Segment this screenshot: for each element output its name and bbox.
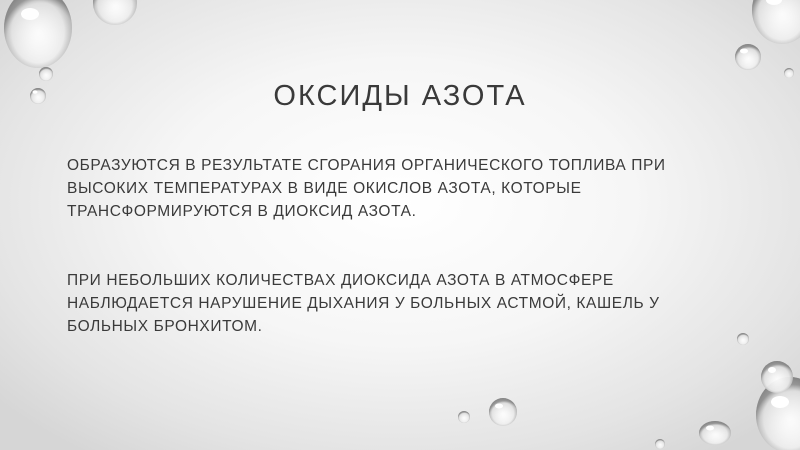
droplet [737, 333, 749, 345]
droplet [784, 68, 794, 78]
droplet [4, 0, 72, 68]
droplet [761, 361, 793, 393]
droplet [458, 411, 470, 423]
slide-title: ОКСИДЫ АЗОТА [273, 80, 527, 112]
droplet [735, 44, 761, 70]
droplet [655, 439, 665, 449]
droplet [39, 67, 53, 81]
droplet [699, 421, 731, 445]
droplet [752, 0, 800, 44]
droplet [93, 0, 137, 25]
paragraph-formation: ОБРАЗУЮТСЯ В РЕЗУЛЬТАТЕ СГОРАНИЯ ОРГАНИЧЕСКОГО ТОПЛИВА ПРИ ВЫСОКИХ ТЕМПЕРАТУРАХ В ВИДЕ ОКИСЛОВ АЗОТА, КОТОРЫЕ ТРАНСФОРМИРУЮТСЯ В ДИОКСИД АЗОТА. [67, 157, 666, 220]
droplet [489, 398, 517, 426]
paragraph-health-effects: ПРИ НЕБОЛЬШИХ КОЛИЧЕСТВАХ ДИОКСИДА АЗОТА В АТМОСФЕРЕ НАБЛЮДАЕТСЯ НАРУШЕНИЕ ДЫХАНИЯ У БОЛЬНЫХ АСТМОЙ, КАШЕЛЬ У БОЛЬНЫХ БРОНХИТОМ. [67, 272, 660, 335]
